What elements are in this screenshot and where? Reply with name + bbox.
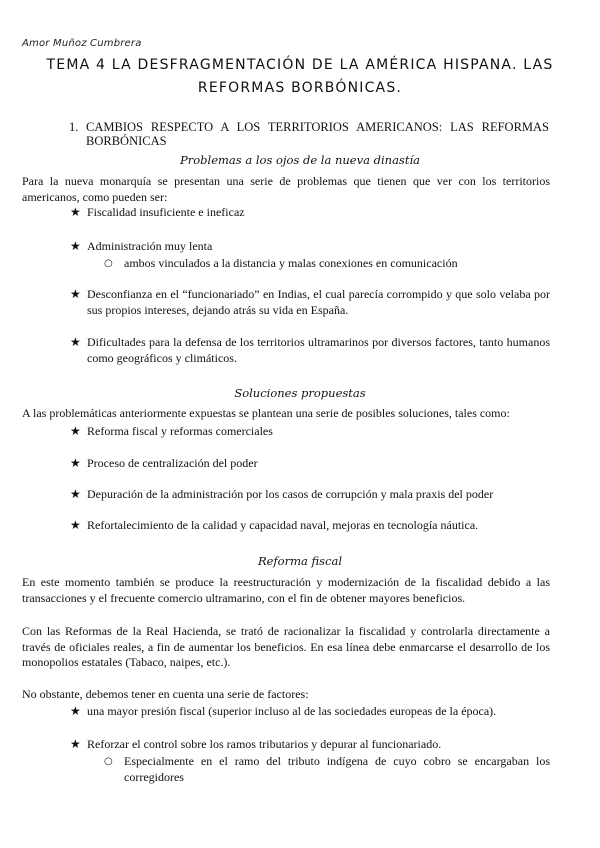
- paragraph-soluciones-intro: A las problemáticas anteriormente expuestas se plantean una serie de posibles soluciones, tales como:: [22, 406, 510, 420]
- section-title: CAMBIOS RESPECTO A LOS TERRITORIOS AMERICANOS: LAS REFORMAS BORBÓNICAS: [86, 120, 549, 148]
- list-item: Desconfianza en el “funcionariado” en Indias, el cual parecía corrompido y que solo velaba por sus propios intereses, dejando atrás su vida en España.: [87, 287, 550, 317]
- star-bullet-icon: ★: [70, 518, 81, 532]
- star-bullet-icon: ★: [70, 424, 81, 438]
- circle-bullet-icon: ○: [104, 258, 113, 269]
- list-item: Administración muy lenta: [87, 239, 213, 253]
- list-item: Depuración de la administración por los casos de corrupción y mala praxis del poder: [87, 487, 494, 501]
- list-item: Dificultades para la defensa de los territorios ultramarinos por diversos factores, tanto humanos como geográficos y climáticos.: [87, 335, 550, 365]
- star-bullet-icon: ★: [70, 239, 81, 253]
- list-item: Reforzar el control sobre los ramos tributarios y depurar al funcionariado.: [87, 737, 442, 751]
- star-bullet-icon: ★: [70, 456, 81, 470]
- star-bullet-icon: ★: [70, 335, 81, 349]
- list-item: Proceso de centralización del poder: [87, 456, 258, 470]
- subheading-problemas: Problemas a los ojos de la nueva dinastía: [180, 153, 420, 167]
- list-item: una mayor presión fiscal (superior incluso al de las sociedades europeas de la época).: [87, 704, 497, 718]
- paragraph: En este momento también se produce la reestructuración y modernización de la fiscalidad debido a las transacciones y el frecuente comercio ultramarino, con el fin de obtener mayores beneficios.: [22, 575, 550, 605]
- star-bullet-icon: ★: [70, 205, 81, 219]
- circle-bullet-icon: ○: [104, 756, 113, 767]
- paragraph: Con las Reformas de la Real Hacienda, se trató de racionalizar la fiscalidad y controlarla directamente a través de oficiales reales, a fin de aumentar los beneficios. En esa línea debe enmarcarse el desarrollo de los monopolios estatales (Tabaco, naipes, etc.).: [22, 624, 550, 669]
- list-item: Refortalecimiento de la calidad y capacidad naval, mejoras en tecnología náutica.: [87, 518, 479, 532]
- section-number: 1.: [69, 120, 79, 134]
- star-bullet-icon: ★: [70, 287, 81, 301]
- page-title: TEMA 4 LA DESFRAGMENTACIÓN DE LA AMÉRICA HISPANA. LAS REFORMAS BORBÓNICAS.: [46, 57, 554, 96]
- sub-list-item: Especialmente en el ramo del tributo indígena de cuyo cobro se encargaban los corregidores: [124, 754, 550, 784]
- list-item: Fiscalidad insuficiente e ineficaz: [87, 205, 245, 219]
- star-bullet-icon: ★: [70, 737, 81, 751]
- paragraph: No obstante, debemos tener en cuenta una serie de factores:: [22, 687, 309, 701]
- star-bullet-icon: ★: [70, 487, 81, 501]
- sub-list-item: ambos vinculados a la distancia y malas conexiones en comunicación: [124, 256, 458, 270]
- author-name: Amor Muñoz Cumbrera: [22, 38, 142, 49]
- subheading-reforma-fiscal: Reforma fiscal: [257, 554, 343, 568]
- list-item: Reforma fiscal y reformas comerciales: [87, 424, 273, 438]
- star-bullet-icon: ★: [70, 704, 81, 718]
- paragraph-problemas-intro: Para la nueva monarquía se presentan una serie de problemas que tienen que ver con los territorios americanos, como pueden ser:: [22, 174, 550, 204]
- subheading-soluciones: Soluciones propuestas: [234, 386, 366, 400]
